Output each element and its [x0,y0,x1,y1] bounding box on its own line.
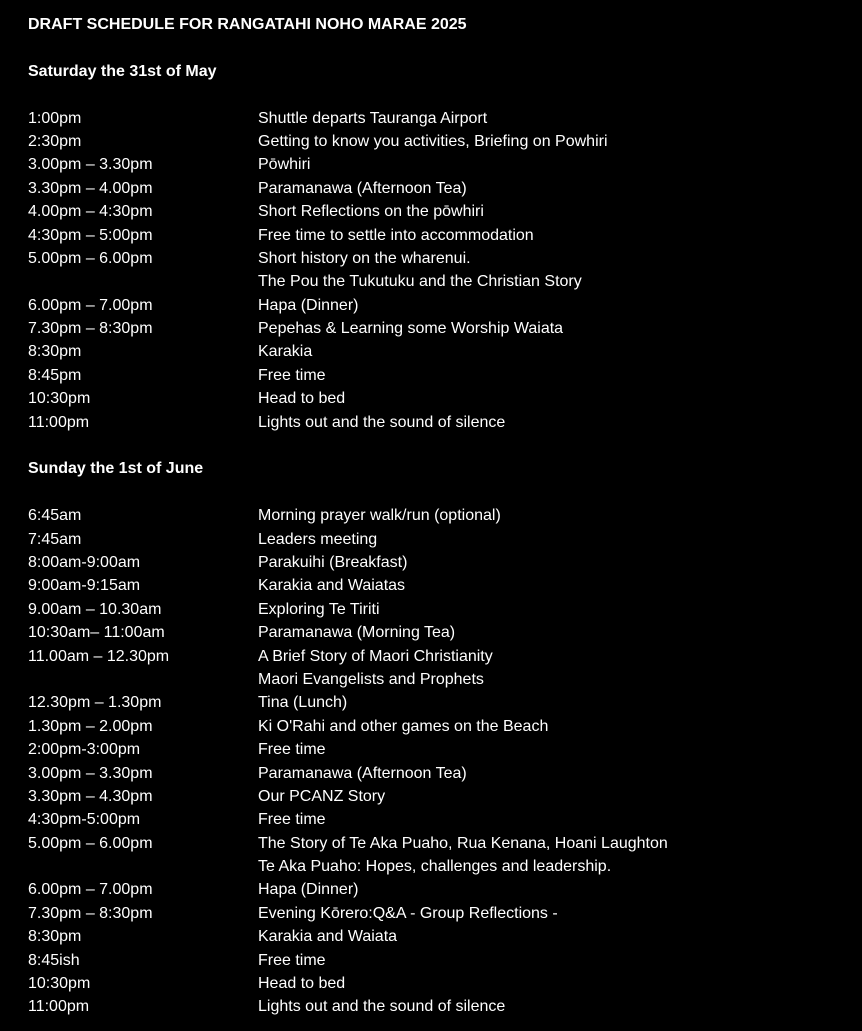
blank-line [28,83,848,106]
schedule-row [28,200,848,223]
schedule-activity: Free time [258,366,326,384]
schedule-row [28,785,848,808]
schedule-time: 1.30pm – 2.00pm [28,717,153,735]
schedule-activity: Lights out and the sound of silence [258,998,506,1016]
schedule-time: 11.00am – 12.30pm [28,647,170,665]
schedule-time: 10:30am– 11:00am [28,624,165,642]
schedule-activity: Karakia [258,343,313,361]
schedule-time: 11:00pm [28,998,90,1016]
schedule-row [28,528,848,551]
schedule-activity: A Brief Story of Maori Christianity [258,647,493,665]
schedule-row [28,340,848,363]
document-title: DRAFT SCHEDULE FOR RANGATAHI NOHO MARAE 2025 [28,16,467,33]
schedule-time: 8:45pm [28,366,82,384]
schedule-time: 9:00am-9:15am [28,577,141,595]
schedule-row [28,902,848,925]
schedule-activity: The Pou the Tukutuku and the Christian Story [258,273,582,291]
schedule-time: 5.00pm – 6.00pm [28,249,153,267]
schedule-time: 11:00pm [28,413,90,431]
schedule-time: 5.00pm – 6.00pm [28,834,153,852]
schedule-activity: Paramanawa (Morning Tea) [258,624,456,642]
schedule-activity: Hapa (Dinner) [258,296,359,314]
schedule-activity: Short history on the wharenui. [258,249,471,267]
schedule-activity: Our PCANZ Story [258,787,386,805]
schedule-activity: Pepehas & Learning some Worship Waiata [258,320,564,338]
schedule-time: 12.30pm – 1.30pm [28,694,162,712]
schedule-activity: Ki O'Rahi and other games on the Beach [258,717,549,735]
schedule-row [28,107,848,130]
schedule-time: 8:45ish [28,951,80,969]
schedule-time: 7:45am [28,530,82,548]
schedule-activity: Hapa (Dinner) [258,881,359,899]
schedule-row [28,995,848,1018]
schedule-activity: Free time [258,811,326,829]
schedule-time: 1:00pm [28,109,82,127]
day-section-saturday [28,60,848,434]
schedule-activity: Parakuihi (Breakfast) [258,553,408,571]
schedule-activity: Short Reflections on the pōwhiri [258,203,484,221]
schedule-time: 4:30pm – 5:00pm [28,226,153,244]
schedule-activity: Paramanawa (Afternoon Tea) [258,179,467,197]
schedule-row [28,153,848,176]
schedule-time: 8:30pm [28,928,82,946]
schedule-row [28,855,848,878]
schedule-row [28,925,848,948]
schedule-row [28,808,848,831]
blank-line [28,434,848,457]
schedule-document [28,13,848,1019]
schedule-row [28,224,848,247]
schedule-row [28,270,848,293]
schedule-time: 3.30pm – 4.00pm [28,179,153,197]
schedule-activity: Head to bed [258,975,346,993]
schedule-row [28,645,848,668]
schedule-row [28,317,848,340]
schedule-row [28,504,848,527]
schedule-row [28,621,848,644]
schedule-time: 8:30pm [28,343,82,361]
schedule-activity: The Story of Te Aka Puaho, Rua Kenana, Hoani Laughton [258,834,668,852]
schedule-row [28,247,848,270]
schedule-row [28,762,848,785]
schedule-time: 2:30pm [28,132,82,150]
schedule-row [28,551,848,574]
schedule-activity: Free time [258,741,326,759]
schedule-activity: Te Aka Puaho: Hopes, challenges and leadership. [258,858,612,876]
schedule-time: 3.30pm – 4.30pm [28,787,153,805]
day-heading: Sunday the 1st of June [28,460,204,478]
schedule-time: 7.30pm – 8:30pm [28,904,153,922]
schedule-time: 10:30pm [28,975,91,993]
schedule-row [28,972,848,995]
schedule-row [28,364,848,387]
schedule-time: 6.00pm – 7.00pm [28,296,153,314]
schedule-activity: Karakia and Waiata [258,928,398,946]
schedule-row [28,668,848,691]
schedule-time: 6:45am [28,507,82,525]
schedule-activity: Morning prayer walk/run (optional) [258,507,501,525]
schedule-time: 10:30pm [28,390,91,408]
schedule-row [28,949,848,972]
schedule-row [28,598,848,621]
schedule-row [28,387,848,410]
schedule-row [28,738,848,761]
schedule-list [28,107,848,434]
schedule-activity: Exploring Te Tiriti [258,600,380,618]
schedule-activity: Getting to know you activities, Briefing on Powhiri [258,132,608,150]
schedule-time: 8:00am-9:00am [28,553,141,571]
schedule-row [28,832,848,855]
schedule-activity: Paramanawa (Afternoon Tea) [258,764,467,782]
schedule-activity: Maori Evangelists and Prophets [258,670,484,688]
schedule-row [28,574,848,597]
schedule-time: 4.00pm – 4:30pm [28,203,153,221]
schedule-time: 7.30pm – 8:30pm [28,320,153,338]
day-section-sunday [28,457,848,1018]
blank-line [28,481,848,504]
schedule-time: 3.00pm – 3.30pm [28,156,153,174]
schedule-activity: Leaders meeting [258,530,378,548]
schedule-row [28,130,848,153]
schedule-row [28,715,848,738]
schedule-row [28,411,848,434]
schedule-activity: Evening Kōrero:Q&A - Group Reflections - [258,904,558,922]
schedule-time: 9.00am – 10.30am [28,600,162,618]
schedule-row [28,691,848,714]
schedule-activity: Tina (Lunch) [258,694,348,712]
schedule-activity: Head to bed [258,390,346,408]
schedule-row [28,878,848,901]
schedule-row [28,294,848,317]
schedule-time: 6.00pm – 7.00pm [28,881,153,899]
schedule-activity: Free time [258,951,326,969]
schedule-activity: Free time to settle into accommodation [258,226,534,244]
schedule-activity: Pōwhiri [258,156,311,174]
schedule-time: 3.00pm – 3.30pm [28,764,153,782]
schedule-time: 2:00pm-3:00pm [28,741,141,759]
day-heading: Saturday the 31st of May [28,62,217,80]
blank-line [28,36,848,59]
schedule-activity: Shuttle departs Tauranga Airport [258,109,488,127]
schedule-activity: Karakia and Waiatas [258,577,406,595]
schedule-list [28,504,848,1019]
schedule-activity: Lights out and the sound of silence [258,413,506,431]
schedule-row [28,177,848,200]
schedule-time: 4:30pm-5:00pm [28,811,141,829]
